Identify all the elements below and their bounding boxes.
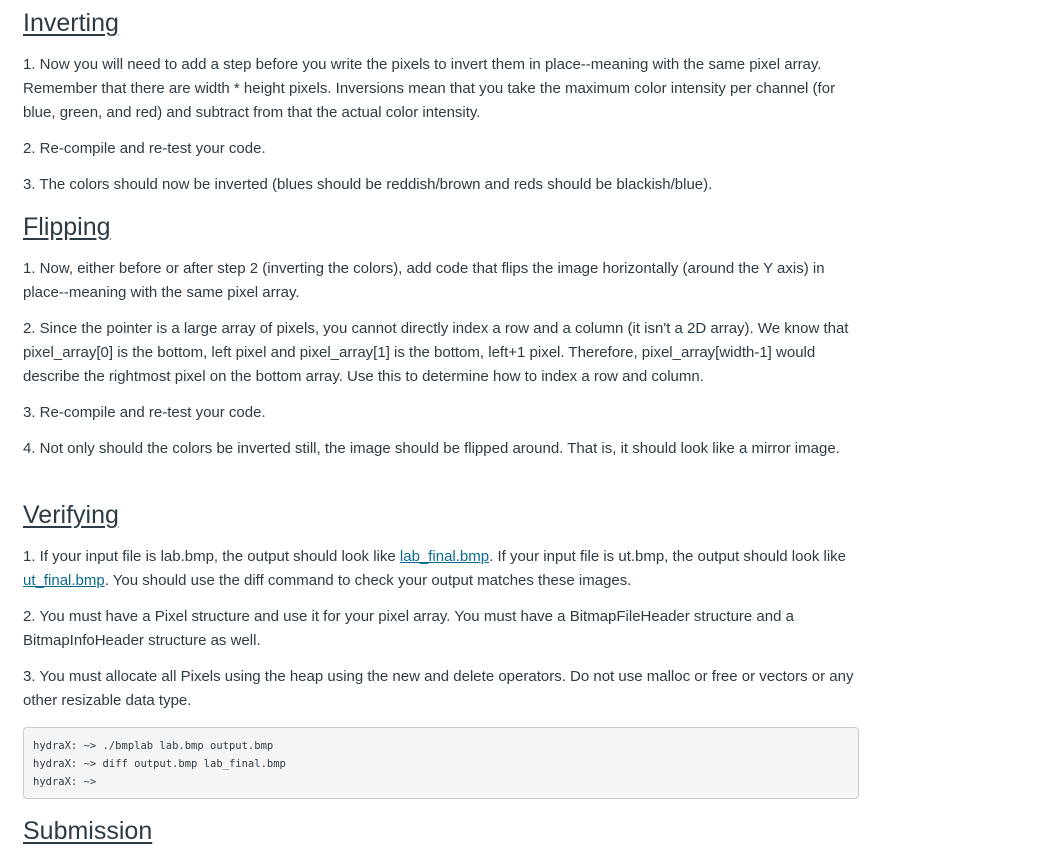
inverting-step-2: 2. Re-compile and re-test your code. (23, 140, 266, 157)
inverting-step-3: 3. The colors should now be inverted (blues should be reddish/brown and reds should be blackish/blue). (23, 176, 713, 193)
flipping-step-2: 2. Since the pointer is a large array of pixels, you cannot directly index a row and a column (it isn't a 2D array). We know that pixel_array[0] is the bottom, left pixel and pixel_array[1] is the bottom, left+1 pixel. Therefore, pixel_array[width-1] would describe the rightmost pixel on the bottom array. Use this to determine how to index a row and column. (23, 320, 849, 385)
flipping-step-3: 3. Re-compile and re-test your code. (23, 404, 266, 421)
code-line: hydraX: ~> diff output.bmp lab_final.bmp (33, 758, 286, 770)
code-block (23, 727, 859, 799)
heading-submission: Submission (23, 817, 153, 845)
flipping-step-1: 1. Now, either before or after step 2 (inverting the colors), add code that flips the image horizontally (around the Y axis) in place--meaning with the same pixel array. (23, 260, 825, 301)
verifying-step-1-text-b: . If your input file is ut.bmp, the output should look like (489, 548, 846, 565)
verifying-step-1-text-a: 1. If your input file is lab.bmp, the output should look like (23, 548, 400, 565)
heading-inverting: Inverting (23, 9, 119, 37)
inverting-step-1: 1. Now you will need to add a step before you write the pixels to invert them in place--meaning with the same pixel array. Remember that there are width * height pixels. Inversions mean that you take the maximum color intensity per channel (for blue, green, and red) and subtract from that the actual color intensity. (23, 56, 836, 121)
lab-final-link[interactable]: lab_final.bmp (399, 548, 490, 565)
flipping-step-4: 4. Not only should the colors be inverted still, the image should be flipped around. That is, it should look like a mirror image. (23, 440, 840, 457)
heading-verifying: Verifying (23, 501, 119, 529)
code-line: hydraX: ~> ./bmplab lab.bmp output.bmp (33, 740, 274, 752)
verifying-step-3: 3. You must allocate all Pixels using the heap using the new and delete operators. Do not use malloc or free or vectors or any other resizable data type. (23, 668, 854, 709)
verifying-step-1 (23, 545, 863, 593)
verifying-step-1-text-c: . You should use the diff command to check your output matches these images. (104, 572, 632, 589)
heading-flipping: Flipping (23, 213, 111, 241)
verifying-step-2: 2. You must have a Pixel structure and use it for your pixel array. You must have a BitmapFileHeader structure and a BitmapInfoHeader structure as well. (23, 608, 794, 649)
ut-final-link[interactable]: ut_final.bmp (23, 572, 105, 589)
code-line: hydraX: ~> (33, 776, 97, 788)
